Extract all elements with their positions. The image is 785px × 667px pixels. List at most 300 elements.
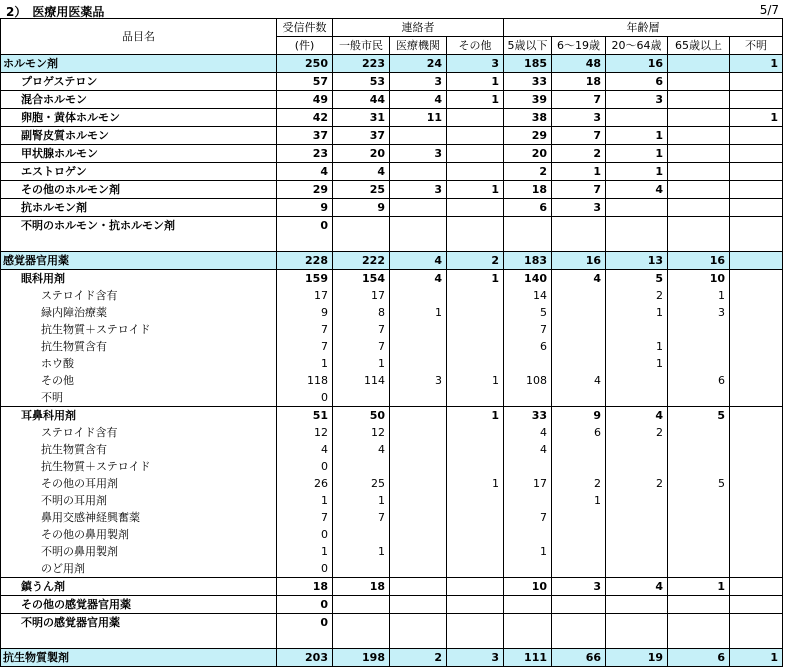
table-row [1,526,783,543]
cell-value [730,543,783,560]
cell-value [668,163,730,181]
cell-value: 3 [390,73,447,91]
cell-value [606,560,668,578]
cell-value [333,560,390,578]
cell-value [447,458,504,475]
cell-value: 0 [277,596,333,614]
cell-value: 12 [277,424,333,441]
cell-value [447,304,504,321]
cell-value [333,526,390,543]
cell-value: 183 [504,252,552,270]
cell-value: 48 [552,55,606,73]
cell-value: 18 [504,181,552,199]
cell-value [730,509,783,526]
cell-value [552,441,606,458]
cell-value [668,458,730,475]
cell-value [730,252,783,270]
cell-value: 5 [606,270,668,288]
cell-value [606,217,668,235]
cell-value [390,217,447,235]
cell-value: 140 [504,270,552,288]
cell-value [730,181,783,199]
cell-value [504,492,552,509]
cell-value: 1 [447,372,504,389]
cell-value [447,338,504,355]
cell-value: 25 [333,181,390,199]
table-row [1,199,783,217]
cell-value: 17 [333,287,390,304]
cell-value [668,596,730,614]
table-row [1,145,783,163]
cell-value: 1 [606,355,668,372]
cell-value: 7 [552,181,606,199]
cell-value: 6 [668,372,730,389]
cell-value [447,199,504,217]
cell-value: 17 [277,287,333,304]
cell-value: 7 [333,509,390,526]
cell-value [668,631,730,649]
cell-value [333,458,390,475]
cell-value: 1 [606,304,668,321]
cell-value [730,389,783,407]
cell-value [730,355,783,372]
table-row [1,163,783,181]
cell-value [668,526,730,543]
cell-value: 8 [333,304,390,321]
cell-value [333,389,390,407]
cell-value: 1 [606,338,668,355]
cell-value: 57 [277,73,333,91]
cell-value [606,509,668,526]
cell-value: 4 [606,407,668,425]
item-name: 抗ホルモン剤 [1,199,277,217]
cell-value [447,631,504,649]
cell-value [333,614,390,632]
cell-value: 18 [277,578,333,596]
cell-value [606,614,668,632]
table-row [1,509,783,526]
cell-value [552,355,606,372]
cell-value: 7 [277,338,333,355]
cell-value [668,199,730,217]
header-received-unit: (件) [277,37,333,55]
cell-value: 14 [504,287,552,304]
header-item-name: 品目名 [1,19,277,55]
cell-value: 5 [668,475,730,492]
table-row [1,109,783,127]
cell-value [447,163,504,181]
cell-value [606,631,668,649]
data-table [0,18,783,667]
cell-value [390,338,447,355]
cell-value [730,287,783,304]
cell-value: 1 [504,543,552,560]
cell-value [730,338,783,355]
cell-value: 9 [333,199,390,217]
cell-value [333,631,390,649]
cell-value [552,304,606,321]
cell-value: 9 [277,199,333,217]
cell-value: 1 [447,270,504,288]
cell-value [730,614,783,632]
cell-value: 0 [277,389,333,407]
cell-value [730,270,783,288]
cell-value: 1 [390,304,447,321]
cell-value: 6 [552,424,606,441]
cell-value: 6 [504,199,552,217]
cell-value: 4 [390,252,447,270]
cell-value [552,614,606,632]
table-row [1,55,783,73]
table-row [1,596,783,614]
cell-value: 66 [552,649,606,667]
cell-value [447,287,504,304]
cell-value [390,578,447,596]
cell-value [606,526,668,543]
cell-value [390,543,447,560]
cell-value: 1 [447,91,504,109]
cell-value [730,217,783,235]
cell-value [606,441,668,458]
table-row [1,304,783,321]
table-row [1,407,783,425]
cell-value [390,424,447,441]
cell-value [390,475,447,492]
cell-value [552,560,606,578]
cell-value: 111 [504,649,552,667]
cell-value: 7 [277,509,333,526]
cell-value: 16 [668,252,730,270]
header-received: 受信件数 [277,19,333,37]
cell-value [552,389,606,407]
cell-value [552,321,606,338]
table-row [1,441,783,458]
item-name: 抗生物質含有 [1,441,277,458]
cell-value [504,458,552,475]
cell-value [606,492,668,509]
cell-value: 4 [333,441,390,458]
table-row [1,475,783,492]
item-name: 耳鼻科用剤 [1,407,277,425]
spacer-row [1,631,783,649]
cell-value: 7 [504,509,552,526]
cell-value [447,543,504,560]
cell-value [730,304,783,321]
table-row [1,321,783,338]
cell-value: 4 [504,441,552,458]
cell-value [390,389,447,407]
cell-value [668,55,730,73]
item-name: 鼻用交感神経興奮薬 [1,509,277,526]
cell-value [730,596,783,614]
cell-value [730,321,783,338]
cell-value: 185 [504,55,552,73]
cell-value: 3 [606,91,668,109]
table-row [1,372,783,389]
cell-value: 2 [552,145,606,163]
cell-value [447,389,504,407]
cell-value [668,492,730,509]
cell-value [730,441,783,458]
header-contact: 連絡者 [333,19,504,37]
cell-value [668,424,730,441]
cell-value [447,441,504,458]
item-name: ステロイド含有 [1,287,277,304]
item-name: プロゲステロン [1,73,277,91]
cell-value [730,526,783,543]
cell-value: 1 [606,163,668,181]
cell-value: 4 [504,424,552,441]
table-row [1,181,783,199]
cell-value [390,234,447,252]
cell-value [606,109,668,127]
cell-value: 3 [552,109,606,127]
cell-value [447,217,504,235]
table-row [1,270,783,288]
cell-value [668,614,730,632]
cell-value [668,145,730,163]
table-row [1,127,783,145]
cell-value [730,424,783,441]
cell-value: 4 [390,270,447,288]
cell-value: 3 [447,649,504,667]
cell-value: 37 [277,127,333,145]
cell-value: 33 [504,73,552,91]
item-name: 卵胞・黄体ホルモン [1,109,277,127]
cell-value [390,631,447,649]
cell-value: 44 [333,91,390,109]
item-name: 抗生物質製剤 [1,649,277,667]
cell-value: 3 [390,181,447,199]
cell-value [668,234,730,252]
cell-value: 7 [333,338,390,355]
cell-value: 203 [277,649,333,667]
item-name: ステロイド含有 [1,424,277,441]
cell-value [390,560,447,578]
spacer-row [1,234,783,252]
cell-value: 0 [277,458,333,475]
item-name [1,631,277,649]
cell-value [504,614,552,632]
cell-value [606,321,668,338]
cell-value [606,372,668,389]
cell-value: 1 [730,649,783,667]
item-name: その他の鼻用製剤 [1,526,277,543]
cell-value [447,424,504,441]
cell-value: 7 [552,91,606,109]
cell-value [668,109,730,127]
cell-value: 0 [277,614,333,632]
cell-value: 1 [333,543,390,560]
cell-value: 5 [668,407,730,425]
cell-value [730,73,783,91]
cell-value [668,543,730,560]
cell-value: 1 [333,355,390,372]
cell-value: 4 [277,163,333,181]
table-row [1,560,783,578]
cell-value: 18 [333,578,390,596]
cell-value [606,234,668,252]
item-name: エストロゲン [1,163,277,181]
cell-value [447,109,504,127]
table-row [1,73,783,91]
cell-value: 25 [333,475,390,492]
cell-value: 7 [552,127,606,145]
cell-value: 0 [277,560,333,578]
cell-value: 2 [606,424,668,441]
cell-value [730,163,783,181]
cell-value [668,91,730,109]
cell-value [668,338,730,355]
cell-value [668,127,730,145]
cell-value [552,631,606,649]
cell-value: 1 [447,181,504,199]
cell-value: 3 [447,55,504,73]
cell-value [504,389,552,407]
cell-value: 10 [504,578,552,596]
cell-value: 29 [277,181,333,199]
cell-value [390,163,447,181]
cell-value: 0 [277,217,333,235]
cell-value: 20 [333,145,390,163]
cell-value: 13 [606,252,668,270]
cell-value [504,560,552,578]
item-name: のど用剤 [1,560,277,578]
item-name: 抗生物質＋ステロイド [1,458,277,475]
cell-value: 108 [504,372,552,389]
cell-value [730,234,783,252]
cell-value: 6 [668,649,730,667]
cell-value [606,458,668,475]
cell-value: 1 [447,73,504,91]
cell-value [390,287,447,304]
cell-value: 4 [277,441,333,458]
cell-value: 3 [390,372,447,389]
table-row [1,614,783,632]
cell-value: 19 [606,649,668,667]
cell-value [447,560,504,578]
cell-value: 1 [277,543,333,560]
cell-value [447,127,504,145]
page-number: 5/7 [759,3,779,17]
cell-value [730,458,783,475]
cell-value: 1 [668,578,730,596]
item-name: 不明のホルモン・抗ホルモン剤 [1,217,277,235]
cell-value: 1 [668,287,730,304]
cell-value: 1 [606,145,668,163]
cell-value [504,355,552,372]
cell-value [668,355,730,372]
item-name: 甲状腺ホルモン [1,145,277,163]
cell-value: 4 [333,163,390,181]
cell-value: 1 [552,492,606,509]
table-row [1,389,783,407]
cell-value [668,217,730,235]
cell-value: 42 [277,109,333,127]
header-contact-public: 一般市民 [333,37,390,55]
cell-value: 1 [447,475,504,492]
cell-value: 24 [390,55,447,73]
cell-value [447,526,504,543]
table-body [1,55,783,667]
header-age: 年齢層 [504,19,783,37]
cell-value [730,560,783,578]
header-age-unknown: 不明 [730,37,783,55]
cell-value: 33 [504,407,552,425]
cell-value [504,631,552,649]
table-row [1,492,783,509]
cell-value [504,234,552,252]
cell-value [730,631,783,649]
section-title: 2） 医療用医薬品 [6,5,105,19]
cell-value: 23 [277,145,333,163]
item-name: 眼科用剤 [1,270,277,288]
cell-value [606,199,668,217]
cell-value [606,596,668,614]
table-row [1,649,783,667]
cell-value: 49 [277,91,333,109]
cell-value [447,145,504,163]
cell-value [333,234,390,252]
cell-value: 3 [552,199,606,217]
cell-value [333,217,390,235]
cell-value: 3 [668,304,730,321]
cell-value: 26 [277,475,333,492]
table-row [1,91,783,109]
item-name: その他のホルモン剤 [1,181,277,199]
cell-value [447,596,504,614]
item-name: 混合ホルモン [1,91,277,109]
header-age-20-64: 20～64歳 [606,37,668,55]
cell-value [606,543,668,560]
cell-value [504,596,552,614]
cell-value: 9 [552,407,606,425]
cell-value: 9 [277,304,333,321]
cell-value: 154 [333,270,390,288]
cell-value: 10 [668,270,730,288]
cell-value [668,509,730,526]
cell-value [552,217,606,235]
cell-value: 1 [552,163,606,181]
table-row [1,543,783,560]
cell-value [447,492,504,509]
item-name: 副腎皮質ホルモン [1,127,277,145]
cell-value [730,492,783,509]
cell-value [390,614,447,632]
cell-value [552,596,606,614]
cell-value: 114 [333,372,390,389]
cell-value [668,181,730,199]
cell-value [668,321,730,338]
cell-value [390,441,447,458]
cell-value [668,73,730,91]
table-row [1,458,783,475]
cell-value [730,145,783,163]
cell-value: 0 [277,526,333,543]
page-header [0,0,785,18]
table-row [1,338,783,355]
cell-value [447,321,504,338]
cell-value: 16 [552,252,606,270]
cell-value [552,338,606,355]
cell-value [552,509,606,526]
cell-value: 16 [606,55,668,73]
cell-value [730,475,783,492]
cell-value: 6 [606,73,668,91]
cell-value: 7 [504,321,552,338]
cell-value [447,234,504,252]
cell-value [668,441,730,458]
